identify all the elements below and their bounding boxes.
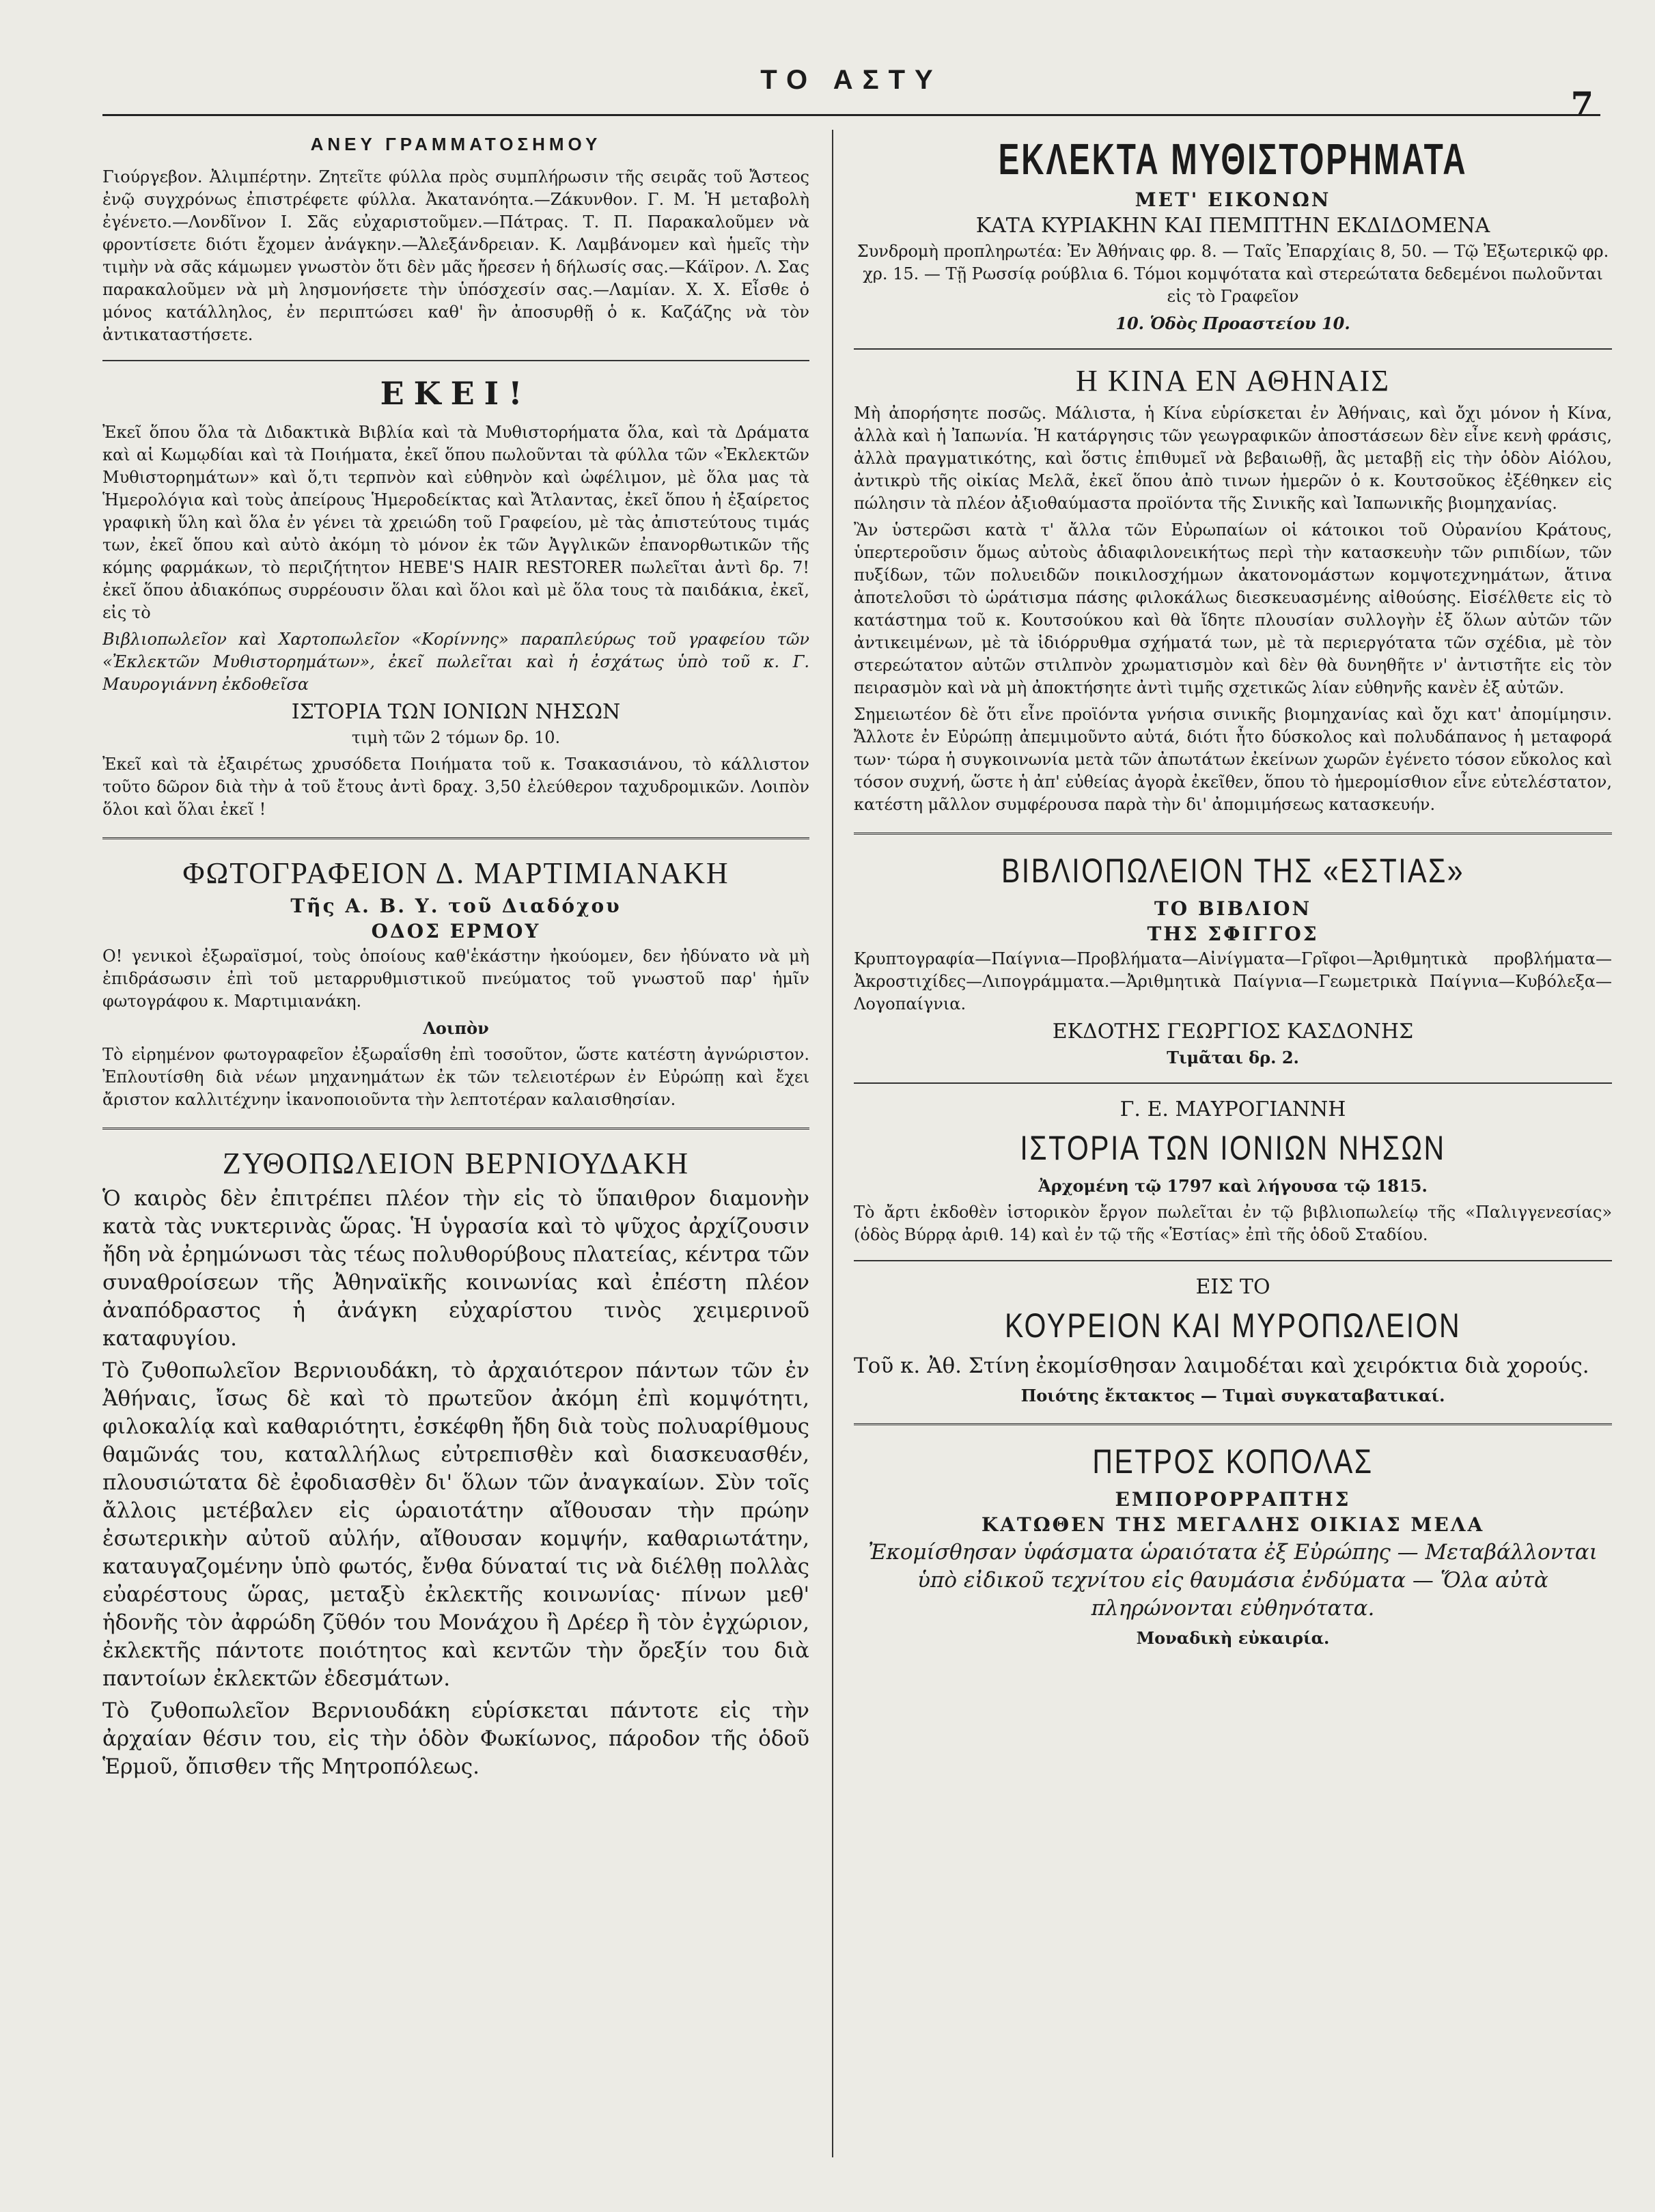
kopolas-subtitle: ΕΜΠΟΡΟΡΡΑΠΤΗΣ: [1115, 1488, 1351, 1511]
beer-text-2: Τὸ ζυθοπωλεῖον Βερνιουδάκη, τὸ ἀρχαιότερον πάντων τῶν ἐν Ἀθήναις, ἴσως δὲ καὶ τὸ πρωτεῦον ἀκόμη ἐπὶ κομψότητι, φιλοκαλίᾳ καὶ καθαριότητι, ἐσκέφθη ἤδη διὰ τοὺς πολυαρίθμους θαμῶνάς του, καταλλήλως εὐτρεπισθὲν καὶ διασκευασθέν, πλουσιώτατα δὲ ἐφοδιασθὲν δι' ὅλων τῶν ἀναγκαίων. Σὺν τοῖς ἄλλοις μετέβαλεν εἰς ὡραιοτάτην αἴθουσαν τὴν πρώην ἐσωτερικὴν αὐτοῦ αὐλήν, αἴθουσαν κομψήν, καθαριωτάτην, καταυγαζομένην ὑπὸ φωτός, ἔνθα δύναταί τις νὰ διέλθῃ πολλὰς εὐαρέστους ὥρας, μεταξὺ ἐκλεκτῆς κοινωνίας· πίνων μεθ' ἡδονῆς τὸν ἀφρώδη ζῦθόν του Μονάχου ἢ Δρέερ ἢ τὸν ἐγχώριον, ἐκλεκτῆς πάντοτε ποιότητος καὶ κεντῶν τὴν ὄρεξίν του διὰ παντοίων ἐκλεκτῶν ἐδεσμάτων.: [102, 1358, 809, 1691]
anon-text: Γιούργεβον. Ἀλιμπέρτην. Ζητεῖτε φύλλα πρὸς συμπλήρωσιν τῆς σειρᾶς τοῦ Ἄστεος ἐνῷ συγχρόνως ἐπιστρέφετε φύλλα. Ἀκατανόητα.—Ζάκυνθον. Γ. Μ. Ἡ μεταβολὴ ἐγένετο.—Λονδῖνον Ι. Σᾶς εὐχαριστοῦμεν.—Πάτρας. Τ. Π. Παρακαλοῦμεν νὰ φροντίσετε διότι ἔχομεν ἀνάγκην.—Ἀλεξάνδρειαν. Κ. Λαμβάνομεν καὶ ἡμεῖς τὴν τιμὴν νὰ σᾶς κάμωμεν γνωστὸν ὅτι δὲν μᾶς ἤρεσεν ἡ δήλωσίς σας.—Κάϊρον. Λ. Σας παρακαλοῦμεν νὰ μὴ λησμονήσετε τὴν ὑπόσχεσίν σας.—Λαμίαν. Χ. Χ. Εἶσθε ὁ μόνος κατάλληλος, ἐν περιπτώσει καθ' ἣν ἀποσυρθῇ ὁ κ. Καζάζης νὰ τὸν ἀντικαταστήσετε.: [102, 167, 809, 344]
myth-line: ΚΑΤΑ ΚΥΡΙΑΚΗΝ ΚΑΙ ΠΕΜΠΤΗΝ ΕΚΔΙΔΟΜΕΝΑ: [975, 214, 1490, 238]
mav-text: Τὸ ἄρτι ἐκδοθὲν ἱστορικὸν ἔργον πωλεῖται ἐν τῷ βιβλιοπωλείῳ τῆς «Παλιγγενεσίας» (ὁδὸς Βύρρᾳ ἀριθ. 14) καὶ ἐν τῷ τῆς «Ἑστίας» ἐπὶ τῆς ὁδοῦ Σταδίου.: [854, 1203, 1612, 1244]
ekei-text-3: Ἐκεῖ καὶ τὰ ἐξαιρέτως χρυσόδετα Ποιήματα τοῦ κ. Τσακασιάνου, τὸ κάλλιστον τοῦτο δῶρον διὰ τὴν ἀ τοῦ ἔτους ἀντὶ δραχ. 3,50 ἐλεύθερον ταχυδρομικῶν. Λοιπὸν ὅλοι καὶ ὅλαι ἐκεῖ !: [102, 755, 809, 819]
ekei-book: ΙΣΤΟΡΙΑ ΤΩΝ ΙΟΝΙΩΝ ΝΗΣΩΝ: [291, 700, 621, 724]
photo-text-2: Τὸ εἰρημένον φωτογραφεῖον ἐξωραΐσθη ἐπὶ τοσοῦτον, ὥστε κατέστη ἀγνώριστον. Ἐπλουτίσθη διὰ νέων μηχανημάτων ἐκ τῶν τελειοτέρων ἐν Εὐρώπῃ καὶ ἔχει ἄριστον καλλιτέχνην ἱκανοποιοῦντα τὴν λεπτοτέραν καλαισθησίαν.: [102, 1045, 809, 1109]
left-column: [102, 130, 809, 2171]
photo-street: ΟΔΟΣ ΕΡΜΟΥ: [371, 920, 541, 942]
divider: [102, 1128, 809, 1130]
china-title: Η ΚΙΝΑ ΕΝ ΑΘΗΝΑΙΣ: [1076, 364, 1390, 397]
myth-address: 10. Ὁδὸς Προαστείου 10.: [1115, 313, 1350, 333]
divider: [854, 832, 1612, 835]
barber-eis: ΕΙΣ ΤΟ: [1195, 1275, 1270, 1299]
barber-tag: Ποιότης ἔκτακτος — Τιμαὶ συγκαταβατικαί.: [1020, 1386, 1445, 1405]
beer-text-3: Τὸ ζυθοπωλεῖον Βερνιουδάκη εὑρίσκεται πάντοτε εἰς τὴν ἀρχαίαν θέσιν του, εἰς τὴν ὁδὸν Φωκίωνος, πάροδον τῆς ὁδοῦ Ἑρμοῦ, ὄπισθεν τῆς Μητροπόλεως.: [102, 1698, 809, 1779]
column-divider: [832, 130, 833, 2157]
divider: [102, 837, 809, 839]
kopolas-title: ΠΕΤΡΟΣ ΚΟΠΟΛΑΣ: [1092, 1442, 1374, 1481]
hestia-price: Τιμᾶται δρ. 2.: [1167, 1048, 1299, 1067]
beer-title: ΖΥΘΟΠΩΛΕΙΟΝ ΒΕΡΝΙΟΥΔΑΚΗ: [222, 1147, 690, 1180]
ekei-text-2: Βιβλιοπωλεῖον καὶ Χαρτοπωλεῖον «Κορίννης» παραπλεύρως τοῦ γραφείου τῶν «Ἐκλεκτῶν Μυθιστορημάτων», ἐκεῖ πωλεῖται καὶ ἡ ἐσχάτως ὑπὸ τοῦ κ. Γ. Μαυρογιάννη ἐκδοθεῖσα: [102, 630, 809, 694]
china-text-3: Σημειωτέον δὲ ὅτι εἶνε προϊόντα γνήσια σινικῆς βιομηχανίας καὶ ὄχι κατ' ἀπομίμησιν. Ἄλλοτε ἐν Εὐρώπῃ ἀπεμιμοῦντο αὐτά, διότι ἦτο δύσκολος καὶ πολυδάπανος ἡ μεταφορά των· τώρα ἡ συγκοινωνία μετὰ τῶν ἀπωτάτων ἐκείνων χωρῶν ἐγένετο τόσον εὔκολος καὶ τόσον συχνή, ὥστε ἡ ἀπ' εὐθείας ἀγορὰ ἐκεῖθεν, ὅπου τὸ ἡμερομίσθιον εἶνε εὐτελέστατον, κατέστη μᾶλλον συμφέρουσα παρὰ τὴν δι' ἀπομιμήσεως κατασκευήν.: [854, 705, 1612, 814]
ekei-title: ΕΚΕΙ!: [380, 375, 532, 412]
mav-range: Ἀρχομένη τῷ 1797 καὶ λήγουσα τῷ 1815.: [1038, 1176, 1428, 1196]
hestia-publisher: ΕΚΔΟΤΗΣ ΓΕΩΡΓΙΟΣ ΚΑΣΔΟΝΗΣ: [1052, 1020, 1414, 1044]
myth-title: ΕΚΛΕΚΤΑ ΜΥΘΙΣΤΟΡΗΜΑΤΑ: [998, 135, 1468, 184]
hestia-title: ΒΙΒΛΙΟΠΩΛΕΙΟΝ ΤΗΣ «ΕΣΤΙΑΣ»: [1001, 852, 1465, 890]
ekei-price: τιμὴ τῶν 2 τόμων δρ. 10.: [351, 728, 561, 747]
anon-title: ΑΝΕΥ ΓΡΑΜΜΑΤΟΣΗΜΟΥ: [310, 134, 602, 154]
divider: [854, 1082, 1612, 1084]
newspaper-title: ΤΟ ΑΣΤΥ: [760, 65, 943, 95]
mav-title: ΙΣΤΟΡΙΑ ΤΩΝ ΙΟΝΙΩΝ ΝΗΣΩΝ: [1020, 1129, 1446, 1167]
photo-subtitle: Τῆς Α. Β. Υ. τοῦ Διαδόχου: [290, 895, 622, 917]
divider: [854, 1423, 1612, 1425]
header-rule: [102, 114, 1600, 116]
divider: [854, 1260, 1612, 1261]
barber-title: ΚΟΥΡΕΙΟΝ ΚΑΙ ΜΥΡΟΠΩΛΕΙΟΝ: [1004, 1306, 1462, 1345]
hestia-book: ΤΟ ΒΙΒΛΙΟΝ: [1154, 897, 1312, 920]
ekei-text-1: Ἐκεῖ ὅπου ὅλα τὰ Διδακτικὰ Βιβλία καὶ τὰ Μυθιστορήματα ὅλα, καὶ τὰ Δράματα καὶ αἱ Κωμῳδίαι καὶ τὰ Ποιήματα, ἐκεῖ ὅπου πωλοῦνται τὰ φύλλα τῶν «Ἐκλεκτῶν Μυθιστορημάτων» καὶ ὅ,τι τερπνὸν καὶ εὐθηνὸν καὶ ὠφέλιμον, μὲ ὅλα μας τὰ Ἡμερολόγια καὶ τοὺς ἀπείρους Ἡμεροδείκτας καὶ Ἄτλαντας, ἐκεῖ ὅπου ἡ ἐξαίρετος γραφικὴ ὕλη καὶ ὅλα ἐν γένει τὰ χρειώδη τοῦ Γραφείου, μὲ τὰς ἀπιστεύτους τιμάς των, ἐκεῖ ὅπου καὶ αὐτὸ ἀκόμη τὸ μόνον ἐκ τῶν Ἀγγλικῶν ἐπανορθωτικῶν τῆς κόμης φαρμάκων, τὸ περιζήτητον HEBE'S HAIR RESTORER πωλεῖται ἀντὶ δρ. 7! ἐκεῖ ὅπου ἀδιακόπως συρρέουσιν ὅλαι καὶ ὅλοι καὶ μὲ ὅλα τους τὰ παιδάκια, ἐκεῖ, εἰς τὸ: [102, 423, 809, 622]
divider: [102, 360, 809, 361]
barber-text: Τοῦ κ. Ἀθ. Στίνη ἐκομίσθησαν λαιμοδέται καὶ χειρόκτια διὰ χορούς.: [854, 1354, 1589, 1378]
hestia-sphinx: ΤΗΣ ΣΦΙΓΓΟΣ: [1147, 923, 1319, 945]
photo-text-1: Ο! γενικοὶ ἐξωραϊσμοί, τοὺς ὁποίους καθ'ἑκάστην ἠκούομεν, δεν ἠδύνατο νὰ μὴ ἐπιδράσωσιν ἐπὶ τοῦ μεταρρυθμιστικοῦ πνεύματος τοῦ γνωστοῦ παρ' ἡμῖν φωτογράφου κ. Μαρτιμιανάκη.: [102, 947, 809, 1011]
myth-subtitle: ΜΕΤ' ΕΙΚΟΝΩΝ: [1135, 188, 1331, 211]
page-header: [102, 65, 1600, 124]
photo-title: ΦΩΤΟΓΡΑΦΕΙΟΝ Δ. ΜΑΡΤΙΜΙΑΝΑΚΗ: [182, 856, 729, 890]
mav-author: Γ. Ε. ΜΑΥΡΟΓΙΑΝΝΗ: [1119, 1097, 1346, 1121]
china-text-2: Ἂν ὑστερῶσι κατὰ τ' ἄλλα τῶν Εὐρωπαίων οἱ κάτοικοι τοῦ Οὐρανίου Κράτους, ὑπερτεροῦσιν ὅμως αὐτοὺς ἀδιαφιλονεικήτως περὶ τὴν κατασκευὴν τῶν ριπιδίων, τῶν πυξίδων, τῶν πολυειδῶν ποικιλοσχήμων ἀκατονομάστων κομψοτεχνημάτων, ἅτινα ἀποτελοῦσι τὸ ὡράτισμα πάσης φιλοκάλως διεσκευασμένης αἰθούσης. Εἰσέλθετε εἰς τὸ κατάστημα τοῦ κ. Κουτσούκου καὶ θὰ ἴδητε πλουσίαν συλλογὴν ἐξ ὅλων αὐτῶν τῶν ἀντικειμένων, μὲ τὰ ἰδιόρρυθμα σχήματά των, μὲ τὰ περιεργότατα τῶν σχέδια, μὲ τὸν στερεώτατον αὐτῶν στιλπνὸν χρωματισμὸν καὶ δὲν θὰ δυνηθῆτε ν' ἀντιστῆτε εἰς τὸν πειρασμὸν καὶ νὰ μὴ ἀποκτήσητε ἀντὶ τιμῆς σχετικῶς λίαν εὐθηνῆς κανὲν ἐξ αὐτῶν.: [854, 520, 1612, 697]
beer-text-1: Ὁ καιρὸς δὲν ἐπιτρέπει πλέον τὴν εἰς τὸ ὕπαιθρον διαμονὴν κατὰ τὰς νυκτερινὰς ὥρας. Ἡ ὑγρασία καὶ τὸ ψῦχος ἀρχίζουσιν ἤδη νὰ ἐρημώνωσι τὰς τέως πολυθορύβους πλατείας, κέντρα τῶν συναθροίσεων τῆς Ἀθηναϊκῆς κοινωνίας καὶ ἐπέστη πλέον ἀναπόδραστος ἡ ἀνάγκη εὐχαρίστου τινὸς χειμερινοῦ καταφυγίου.: [102, 1186, 809, 1351]
myth-text: Συνδρομὴ προπληρωτέα: Ἐν Ἀθήναις φρ. 8. — Ταῖς Ἐπαρχίαις 8, 50. — Τῷ Ἐξωτερικῷ φρ. χρ. 15. — Τῇ Ρωσσίᾳ ρούβλια 6. Τόμοι κομψότατα καὶ στερεώτατα δεδεμένοι πωλοῦνται εἰς τὸ Γραφεῖον: [857, 242, 1609, 306]
hestia-text: Κρυπτογραφία—Παίγνια—Προβλήματα—Αἰνίγματα—Γρῖφοι—Ἀριθμητικὰ προβλήματα—Ἀκροστιχίδες—Λιπογράμματα.—Ἀριθμητικὰ Παίγνια—Γεωμετρικὰ Παίγνια—Κυβόλεξα—Λογοπαίγνια.: [854, 949, 1612, 1013]
divider: [854, 348, 1612, 350]
kopolas-location: ΚΑΤΩΘΕΝ ΤΗΣ ΜΕΓΑΛΗΣ ΟΙΚΙΑΣ ΜΕΛΑ: [981, 1513, 1485, 1536]
kopolas-text: Ἐκομίσθησαν ὑφάσματα ὡραιότατα ἐξ Εὐρώπης — Μεταβάλλονται ὑπὸ εἰδικοῦ τεχνίτου εἰς θαυμάσια ἐνδύματα — Ὅλα αὐτὰ πληρώνονται εὐθηνότατα.: [868, 1540, 1598, 1621]
kopolas-tag: Μοναδικὴ εὐκαιρία.: [1136, 1628, 1330, 1648]
photo-loipon: Λοιπὸν: [423, 1018, 489, 1038]
china-text-1: Μὴ ἀπορήσητε ποσῶς. Μάλιστα, ἡ Κίνα εὑρίσκεται ἐν Ἀθήναις, καὶ ὄχι μόνον ἡ Κίνα, ἀλλὰ καὶ ἡ Ἰαπωνία. Ἡ κατάργησις τῶν γεωγραφικῶν ἀποστάσεων δὲν εἶνε κενὴ φράσις, ἀλλὰ πραγματικότης, καὶ ὅστις ἐπιθυμεῖ νὰ βεβαιωθῇ, ἂς μεταβῇ εἰς τὴν ὁδὸν Αἰόλου, ἀντικρὺ τῆς οἰκίας Μελᾶ, ἐκεῖ ὅπου ἀπὸ τινων ἡμερῶν ὁ κ. Κουτσοῦκος ἐξέθηκεν εἰς πώλησιν τὰ πλέον ἀξιοθαύμαστα προϊόντα τῆς Σινικῆς καὶ Ἰαπωνικῆς βιομηχανίας.: [854, 404, 1612, 513]
right-column: [854, 130, 1612, 2171]
page-number: 7: [1570, 85, 1594, 124]
